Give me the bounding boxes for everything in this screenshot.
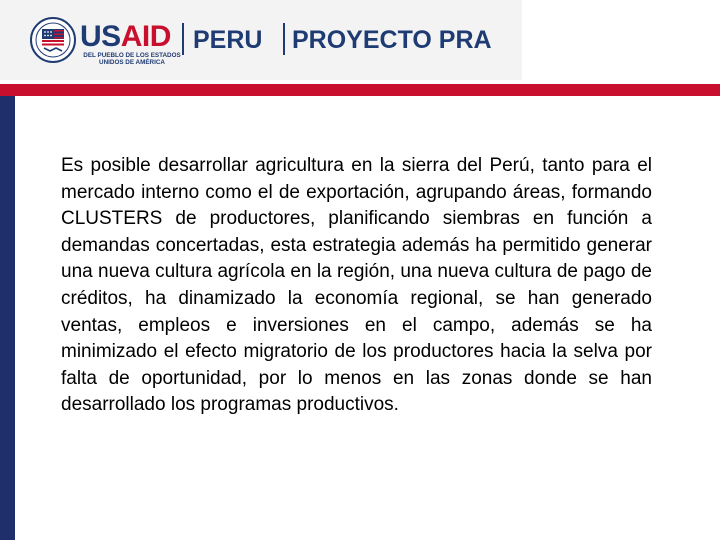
header-band (0, 0, 720, 82)
side-bar (0, 96, 15, 540)
usaid-seal-icon (30, 17, 76, 63)
logo-divider (283, 23, 285, 55)
accent-bar (0, 84, 720, 96)
usaid-logo-subtitle: DEL PUEBLO DE LOS ESTADOS UNIDOS DE AMÉRICA (83, 52, 181, 66)
country-label: PERU (193, 26, 263, 54)
usaid-logo-text: USAID (80, 20, 171, 53)
usaid-logo-block (0, 0, 522, 80)
slide-paragraph: Es posible desarrollar agricultura en la sierra del Perú, tanto para el mercado interno como el de exportación, agrupando áreas, formando CLUSTERS de productores, planificando siembras en función a demandas concertadas, esta estrategia además ha permitido generar una nueva cultura agrícola en la región, una nueva cultura de pago de créditos, ha dinamizado la economía regional, se han generado ventas, empleos e inversiones en el campo, además se ha minimizado el efecto migratorio de los productores hacia la selva por falta de oportunidad, por lo menos en las zonas donde se han desarrollado los programas productivos. (61, 155, 652, 416)
project-label: PROYECTO PRA (292, 26, 492, 54)
logo-divider (182, 23, 184, 55)
